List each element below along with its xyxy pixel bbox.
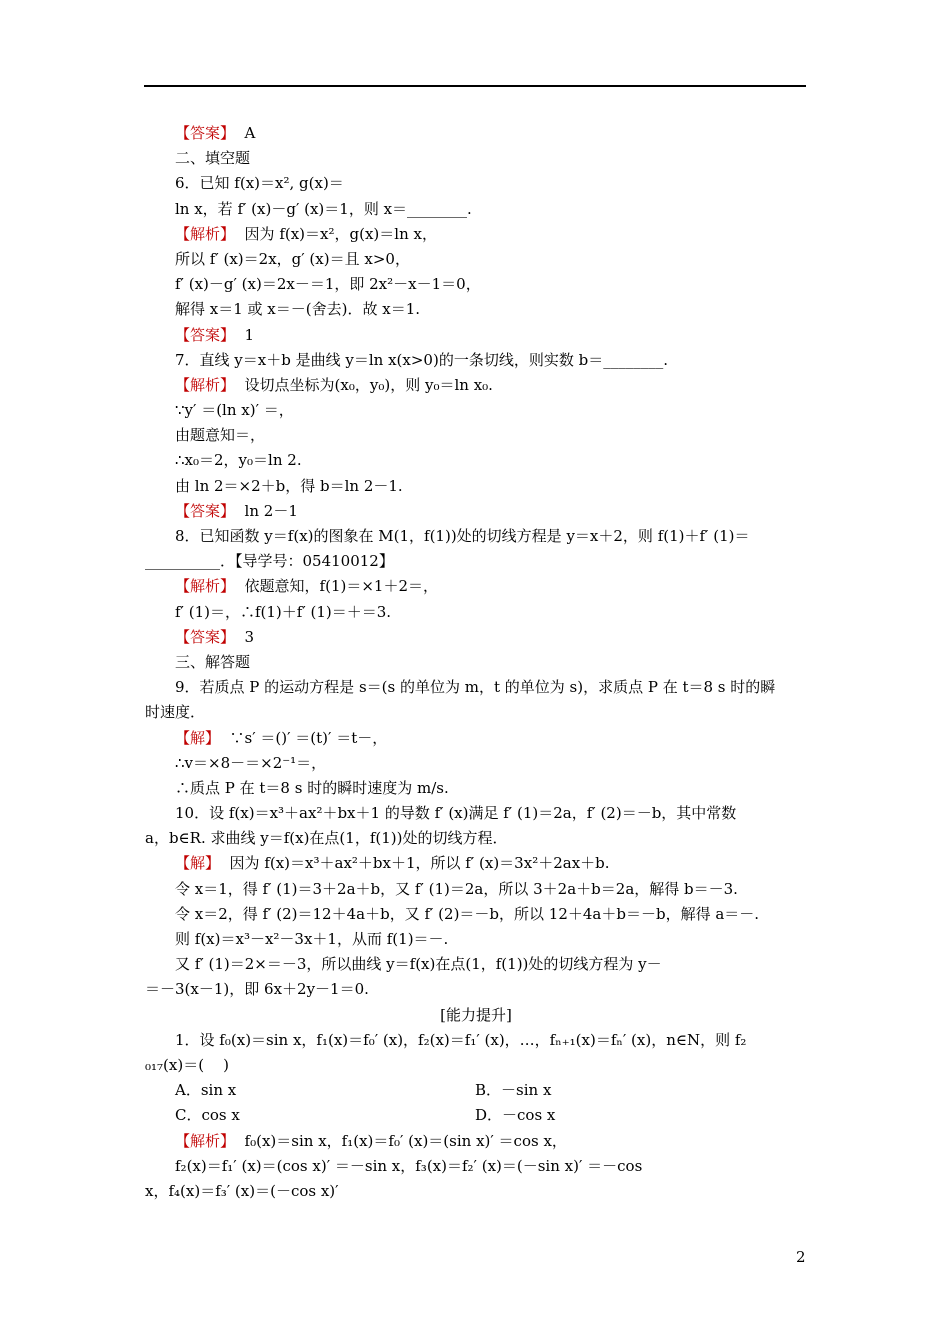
line-text: f₂(x)＝f₁′ (x)＝(cos x)′ ＝－sin x，f₃(x)＝f₂′ (x)＝(－sin x)′ ＝－cos xyxy=(175,1156,643,1175)
text-line xyxy=(145,1103,807,1128)
text-line xyxy=(145,524,807,549)
line-text: 令 x＝2，得 f′ (2)＝12＋4a＋b，又 f′ (2)＝－b，所以 12＋4a＋b＝－b，解得 a＝－. xyxy=(175,904,760,923)
text-line xyxy=(145,549,807,574)
answer-tag: 【答案】 xyxy=(175,124,236,142)
line-text: 1．设 f₀(x)＝sin x，f₁(x)＝f₀′ (x)，f₂(x)＝f₁′ (x)，…，fₙ₊₁(x)＝fₙ′ (x)，n∈N，则 f₂ xyxy=(175,1030,747,1049)
text-line xyxy=(145,826,807,851)
line-text: 设切点坐标为(x₀，y₀)，则 y₀＝ln x₀. xyxy=(235,375,493,394)
text-line xyxy=(145,751,807,776)
line-text: 由题意知＝， xyxy=(175,426,266,445)
text-line xyxy=(145,851,807,876)
text-line xyxy=(145,247,807,272)
text-line xyxy=(145,675,807,700)
answer-tag: 【解】 xyxy=(175,728,221,747)
text-line xyxy=(145,952,807,977)
line-text: A xyxy=(235,124,256,142)
text-line xyxy=(145,625,807,650)
text-line xyxy=(145,272,807,297)
text-line xyxy=(145,776,807,801)
text-line xyxy=(145,902,807,927)
text-line xyxy=(145,348,807,373)
line-text: ＝－3(x－1)，即 6x＋2y－1＝0. xyxy=(145,980,369,999)
text-line xyxy=(145,297,807,322)
line-text: 二、填空题 xyxy=(175,149,251,168)
answer-tag: 【答案】 xyxy=(175,325,236,344)
text-line xyxy=(145,499,807,524)
choice-option: A．sin x xyxy=(175,1081,237,1100)
text-line xyxy=(145,474,807,499)
header-rule xyxy=(144,85,806,87)
text-line xyxy=(145,1003,807,1028)
line-text: 所以 f′ (x)＝2x，g′ (x)＝且 x>0， xyxy=(175,249,410,268)
text-line xyxy=(145,726,807,751)
line-text: 由 ln 2＝×2＋b，得 b＝ln 2－1. xyxy=(175,476,403,495)
text-line xyxy=(145,927,807,952)
line-text: __________．【导学号：05410012】 xyxy=(145,552,394,571)
choice-option: C．cos x xyxy=(175,1106,240,1125)
line-text: 又 f′ (1)＝2×＝－3，所以曲线 y＝f(x)在点(1，f(1))处的切线方程为 y－ xyxy=(175,955,662,974)
line-text: 解得 x＝1 或 x＝－(舍去)．故 x＝1. xyxy=(175,300,421,319)
text-line xyxy=(145,574,807,599)
line-text: f′ (x)－g′ (x)＝2x－＝1，即 2x²－x－1＝0， xyxy=(175,275,481,294)
text-line xyxy=(145,171,807,196)
line-text: f₀(x)＝sin x，f₁(x)＝f₀′ (x)＝(sin x)′ ＝cos x， xyxy=(235,1131,567,1150)
line-text: 7．直线 y＝x＋b 是曲线 y＝ln x(x>0)的一条切线，则实数 b＝________. xyxy=(175,350,668,369)
line-text: 三、解答题 xyxy=(175,652,251,671)
line-text: ∴v＝×8－＝×2⁻¹＝， xyxy=(175,753,327,772)
text-line xyxy=(145,373,807,398)
choice-option: D．－cos x xyxy=(475,1106,556,1125)
line-text: ln x，若 f′ (x)－g′ (x)＝1，则 x＝________. xyxy=(175,199,472,218)
text-line xyxy=(145,801,807,826)
line-text: 令 x＝1，得 f′ (1)＝3＋2a＋b，又 f′ (1)＝2a，所以 3＋2a＋b＝2a，解得 b＝－3. xyxy=(175,879,738,898)
text-line xyxy=(145,448,807,473)
text-line xyxy=(145,1078,807,1103)
answer-tag: 【答案】 xyxy=(175,501,236,520)
line-text: f′ (1)＝，∴f(1)＋f′ (1)＝＋＝3. xyxy=(175,602,392,621)
line-text: 因为 f(x)＝x²，g(x)＝ln x， xyxy=(235,224,437,243)
line-text: 3 xyxy=(235,627,255,646)
line-text: ∴x₀＝2，y₀＝ln 2. xyxy=(175,451,302,470)
line-text: 因为 f(x)＝x³＋ax²＋bx＋1，所以 f′ (x)＝3x²＋2ax＋b. xyxy=(220,854,610,873)
line-text: 10．设 f(x)＝x³＋ax²＋bx＋1 的导数 f′ (x)满足 f′ (1)＝2a，f′ (2)＝－b，其中常数 xyxy=(175,804,737,823)
answer-tag: 【解析】 xyxy=(175,224,236,243)
text-line xyxy=(145,323,807,348)
line-text: 8．已知函数 y＝f(x)的图象在 M(1，f(1))处的切线方程是 y＝x＋2，则 f(1)＋f′ (1)＝ xyxy=(175,527,750,545)
line-text: 时速度． xyxy=(145,703,206,722)
line-text: ∴质点 P 在 t＝8 s 时的瞬时速度为 m/s. xyxy=(175,778,449,797)
line-text: [能力提升] xyxy=(440,1005,512,1024)
choice-option: B．－sin x xyxy=(475,1081,552,1100)
line-text: x，f₄(x)＝f₃′ (x)＝(－cos x)′ xyxy=(145,1181,339,1200)
line-text: 6．已知 f(x)＝x², g(x)＝ xyxy=(175,174,344,193)
text-line xyxy=(145,1154,807,1179)
line-text: ₀₁₇(x)＝( ) xyxy=(145,1055,229,1074)
text-line xyxy=(145,700,807,725)
text-line xyxy=(145,398,807,423)
text-line xyxy=(145,222,807,247)
text-line xyxy=(145,877,807,902)
line-text: ∵y′ ＝(ln x)′ ＝， xyxy=(175,401,294,420)
text-line xyxy=(145,1129,807,1154)
text-line xyxy=(145,1028,807,1053)
text-line xyxy=(145,423,807,448)
answer-tag: 【解析】 xyxy=(175,1131,236,1150)
text-line xyxy=(145,146,807,171)
line-text: ln 2－1 xyxy=(235,501,298,520)
answer-tag: 【解】 xyxy=(175,854,221,873)
line-text: 依题意知，f(1)＝×1＋2＝， xyxy=(235,577,439,596)
text-line xyxy=(145,197,807,222)
answer-tag: 【解析】 xyxy=(175,375,236,394)
text-line xyxy=(145,977,807,1002)
text-line xyxy=(145,1179,807,1204)
answer-tag: 【答案】 xyxy=(175,627,236,646)
line-text: ∵s′ ＝()′ ＝(t)′ ＝t－， xyxy=(220,728,388,747)
answer-tag: 【解析】 xyxy=(175,577,236,596)
text-line xyxy=(145,121,807,146)
text-line xyxy=(145,1053,807,1078)
text-line xyxy=(145,650,807,675)
page-number: 2 xyxy=(796,1248,806,1266)
line-text: a，b∈R. 求曲线 y＝f(x)在点(1，f(1))处的切线方程． xyxy=(145,829,508,848)
line-text: 1 xyxy=(235,325,255,344)
text-line xyxy=(145,600,807,625)
document-body xyxy=(145,121,807,1204)
line-text: 则 f(x)＝x³－x²－3x＋1，从而 f(1)＝－. xyxy=(175,930,449,948)
line-text: 9．若质点 P 的运动方程是 s＝(s 的单位为 m，t 的单位为 s)，求质点 P 在 t＝8 s 时的瞬 xyxy=(175,678,776,697)
